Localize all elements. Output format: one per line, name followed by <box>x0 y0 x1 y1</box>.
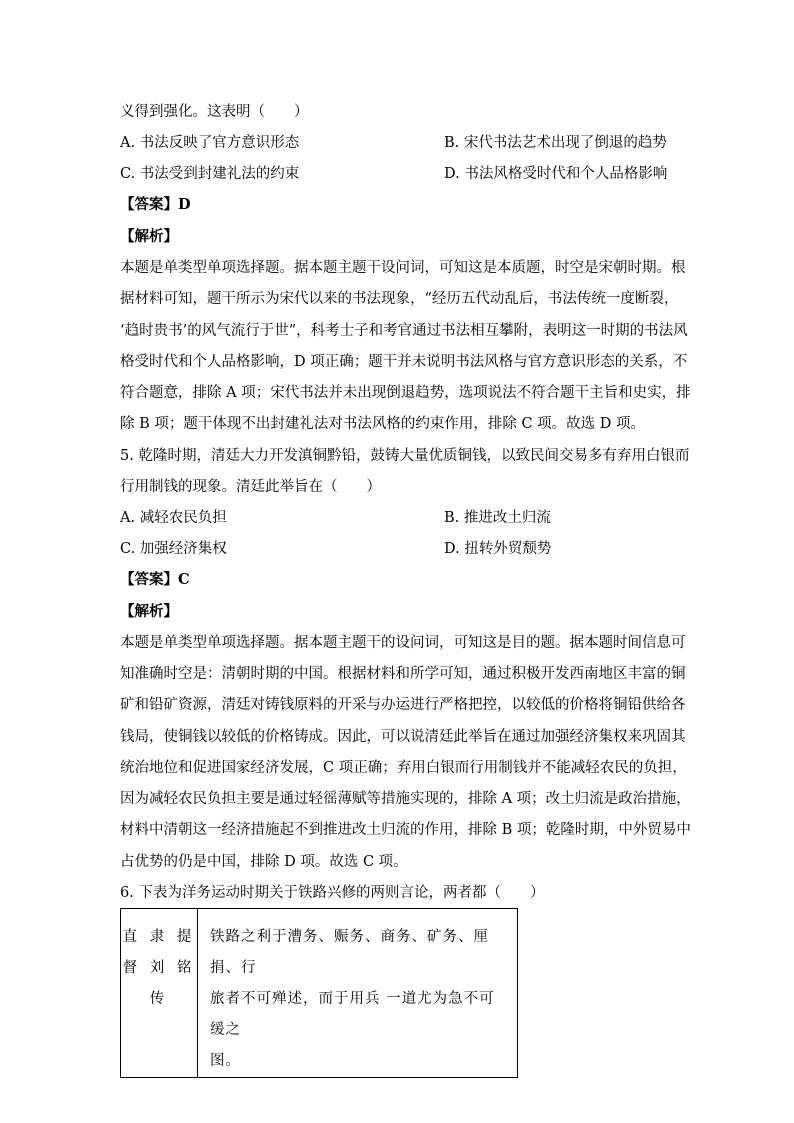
quote-line: 图。 <box>210 1053 241 1069</box>
q5-analysis-line: 钱局，使铜钱以较低的价格铸成。因此，可以说清廷此举旨在通过加强经济集权来巩固其 <box>120 729 686 745</box>
q4-analysis-line: 除 B 项；题干体现不出封建礼法对书法风格的约束作用，排除 C 项。故选 D 项。 <box>120 416 646 432</box>
q4-answer: 【答案】D <box>120 196 191 213</box>
q4-analysis-line: 格受时代和个人品格影响，D 项正确；题干并未说明书法风格与官方意识形态的关系，不 <box>120 354 688 370</box>
q4-stem-continuation: 义得到强化。这表明（ ） <box>120 104 309 120</box>
speaker-line: 传 <box>149 991 169 1007</box>
q5-analysis-line: 占优势的仍是中国，排除 D 项。故选 C 项。 <box>120 854 408 870</box>
table-row <box>121 909 518 1078</box>
q4-analysis-line: ‘趋时贵书’的风气流行于世”，科考士子和考官通过书法相互攀附，表明这一时期的书法风 <box>120 323 688 339</box>
q4-option-c: C. 书法受到封建礼法的约束 <box>120 166 300 182</box>
q5-analysis-line: 材料中清朝这一经济措施起不到推进改土归流的作用，排除 B 项；乾隆时期，中外贸易中 <box>120 822 691 838</box>
q4-analysis-line: 本题是单类型单项选择题。据本题主题干设问词，可知这是本质题，时空是宋朝时期。根 <box>120 260 686 276</box>
q5-analysis-line: 矿和铅矿资源，清廷对铸钱原料的开采与办运进行严格把控，以较低的价格将铜铅供给各 <box>120 697 686 713</box>
q5-analysis-line: 本题是单类型单项选择题。据本题主题干的设问词，可知这是目的题。据本题时间信息可 <box>120 635 686 651</box>
table-cell-speaker <box>121 909 198 1078</box>
table-cell-quote <box>198 909 518 1078</box>
q5-analysis-line: 因为减轻农民负担主要是通过轻徭薄赋等措施实现的，排除 A 项；改土归流是政治措施， <box>120 791 691 807</box>
speaker-line: 直 隶 提 <box>122 929 196 945</box>
q4-analysis-label: 【解析】 <box>120 228 178 245</box>
quote-line: 铁路之利于漕务、赈务、商务、矿务、厘捐、行 <box>210 929 489 976</box>
q5-answer: 【答案】C <box>120 571 190 588</box>
q4-option-b: B. 宋代书法艺术出现了倒退的趋势 <box>444 135 667 151</box>
q4-analysis-line: 据材料可知，题干所示为宋代以来的书法现象，“经历五代动乱后，书法传统一度断裂， <box>120 291 679 307</box>
q4-analysis-line: 符合题意，排除 A 项；宋代书法并未出现倒退趋势，选项说法不符合题干主旨和史实，排 <box>120 385 691 401</box>
q5-analysis-label: 【解析】 <box>120 603 178 620</box>
q5-stem-line: 5. 乾隆时期，清廷大力开发滇铜黔铅，鼓铸大量优质铜钱，以致民间交易多有弃用白银而 <box>120 448 690 464</box>
q4-option-a: A. 书法反映了官方意识形态 <box>120 135 300 151</box>
speaker-line: 督 刘 铭 <box>122 960 196 976</box>
q5-stem-line: 行用制钱的现象。清廷此举旨在（ ） <box>120 479 381 495</box>
q6-quote-table <box>120 908 518 1078</box>
q5-analysis-line: 统治地位和促进国家经济发展，C 项正确；弃用白银而行用制钱并不能减轻农民的负担， <box>120 760 687 776</box>
quote-line: 旅者不可殚述，而于用兵 一道尤为急不可缓之 <box>210 991 495 1038</box>
q5-analysis-line: 知准确时空是：清朝时期的中国。根据材料和所学可知，通过积极开发西南地区丰富的铜 <box>120 666 686 682</box>
q5-option-d: D. 扭转外贸颓势 <box>444 541 552 557</box>
q6-stem: 6. 下表为洋务运动时期关于铁路兴修的两则言论，两者都（ ） <box>120 885 545 901</box>
q5-option-c: C. 加强经济集权 <box>120 541 227 557</box>
q5-option-b: B. 推进改土归流 <box>444 510 551 526</box>
q4-option-d: D. 书法风格受时代和个人品格影响 <box>444 166 668 182</box>
q5-option-a: A. 减轻农民负担 <box>120 510 227 526</box>
